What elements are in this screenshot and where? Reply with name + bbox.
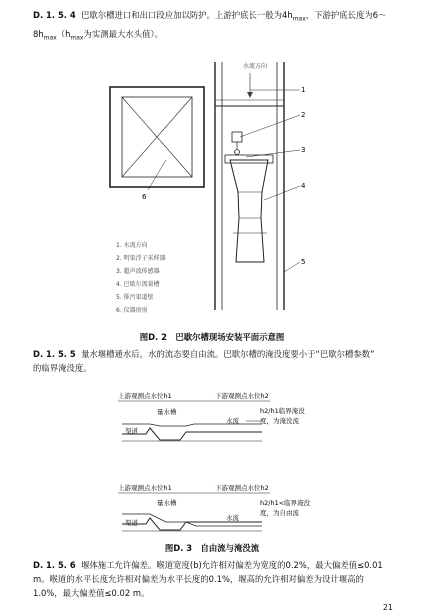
flume-profile — [122, 428, 262, 440]
page-number: 21 — [382, 603, 393, 612]
callout-leader — [284, 262, 300, 272]
legend-item: 6. 仪器房房 — [116, 307, 148, 314]
flume-label: 量水槽 — [157, 499, 177, 507]
flume-inlet — [225, 155, 273, 163]
base-label: 渠道 — [125, 519, 138, 527]
clause-number: D. 1. 5. 6 — [33, 560, 76, 570]
base-label: 渠道 — [125, 427, 138, 435]
figure-d3-diagram — [0, 385, 424, 535]
figure-d2-diagram — [0, 55, 424, 325]
figure-d3-caption: 图D. 3 自由流与淹没流 — [164, 543, 260, 553]
d154-line2: $8h_{max}(h_{max}$为实测最大水头值）。 — [33, 28, 164, 42]
flow-arrow-head — [247, 92, 253, 98]
flume-label: 量水槽 — [157, 408, 177, 416]
downstream-label: 下游观测点水位h2 — [215, 392, 269, 400]
water-surface — [122, 424, 262, 426]
callout-leader — [264, 186, 300, 200]
parshall-flume — [230, 160, 268, 262]
upstream-label: 上游观测点水位h1 — [118, 392, 172, 400]
flow-direction-label: 水流方向 — [243, 63, 268, 70]
callout-leader — [240, 115, 300, 137]
callout-1: 1 — [301, 86, 306, 94]
sensor-circle — [235, 150, 240, 155]
submergence-note: 度，为淹没流 — [260, 417, 299, 425]
callout-leader — [148, 160, 166, 190]
paragraph-d155: D. 1. 5. 5 量水堰槽通水后，水的流态要自由流。巴歇尔槽的淹没度要小于“巴歇尔槽参数” 的临界淹没度。 — [33, 349, 375, 373]
free-flow-note: 度，为自由流 — [260, 509, 299, 517]
submerged-flow-diagram — [118, 391, 305, 441]
d154-line1: D. 1. 5. 4 巴歇尔槽进口和出口段应加以防护。上游护底长一般为$4h_{max}$，下游护底长度为6～ — [33, 10, 387, 23]
callout-3: 3 — [301, 146, 306, 154]
callout-5: 5 — [301, 258, 306, 266]
legend-item: 3. 超声波传感器 — [116, 268, 160, 275]
flow-label: 水流 — [226, 514, 239, 522]
paragraph-d154 — [33, 8, 403, 45]
callout-6: 6 — [142, 193, 147, 201]
upstream-label: 上游观测点水位h1 — [118, 484, 172, 492]
submergence-note: h2/h1临界淹没 — [260, 407, 305, 415]
callout-4: 4 — [301, 182, 306, 190]
legend-item: 1. 水流方向 — [116, 242, 148, 249]
figure-legend — [116, 241, 166, 314]
legend-item: 2. 明渠浮子采样器 — [116, 255, 166, 262]
figure-d2-caption: 图D. 2 巴歇尔槽现场安装平面示意图 — [139, 332, 285, 342]
clause-number: D. 1. 5. 5 — [33, 349, 76, 359]
flow-label: 水流 — [226, 417, 239, 425]
callout-2: 2 — [301, 111, 306, 119]
downstream-label: 下游观测点水位h2 — [215, 484, 269, 492]
clause-number: D. 1. 5. 4 — [33, 10, 76, 20]
legend-item: 5. 排污渠道壁 — [116, 294, 154, 301]
free-flow-diagram — [118, 483, 311, 531]
legend-item: 4. 巴歇尔流量槽 — [116, 281, 160, 288]
paragraph-d156: D. 1. 5. 6 堰体施工允许偏差。喉道宽度(b)允许相对偏差为宽度的0.2%，最大偏差值≤0.01 m。喉道的水平长度允许相对偏差为水平长度的0.1%，堰高的允许相对偏差为设计堰高的 1.0%，最大偏差值≤0.02 m。 — [33, 560, 383, 598]
free-flow-note: h2/h1<临界淹没 — [260, 499, 311, 507]
